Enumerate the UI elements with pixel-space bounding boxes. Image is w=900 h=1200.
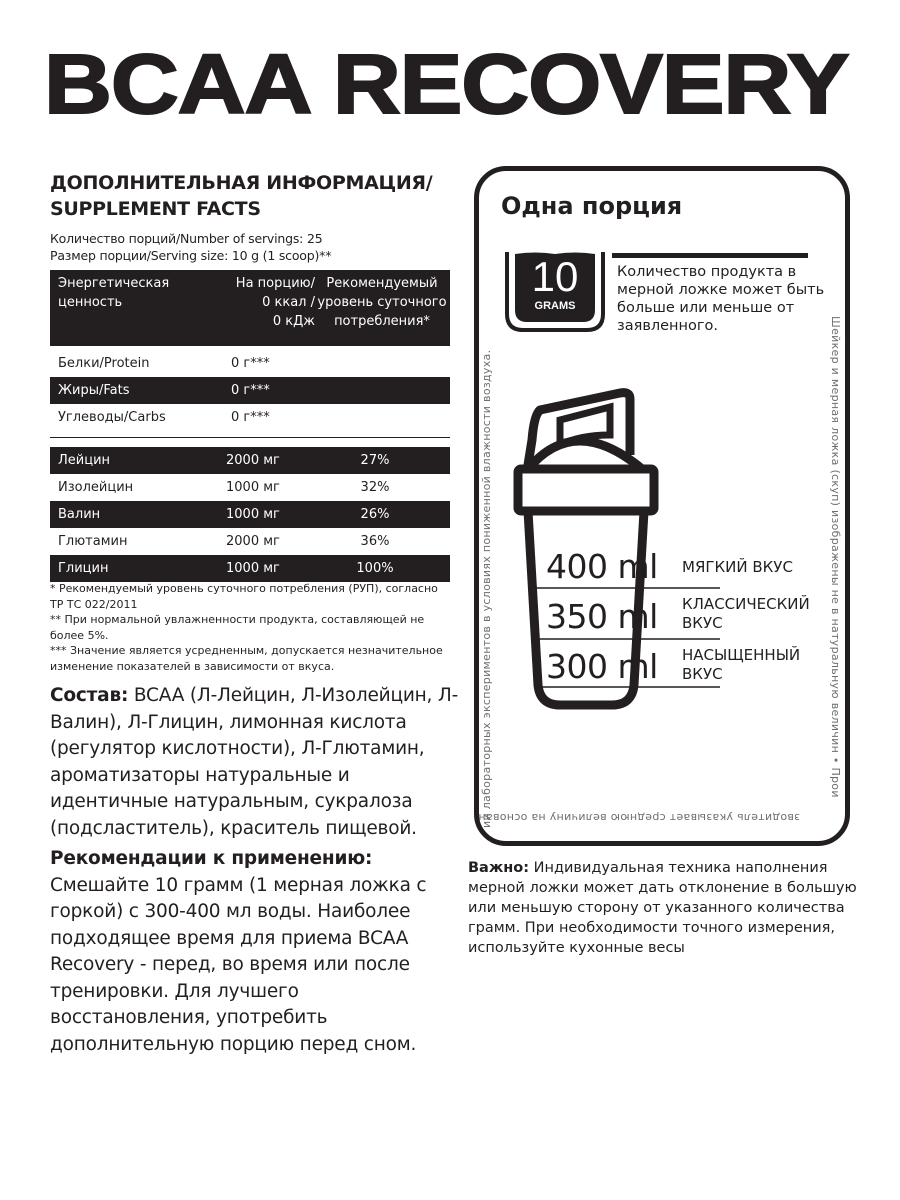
usage-label: Рекомендации к применению: (50, 848, 373, 869)
composition (50, 683, 460, 842)
level-400: 400 ml (546, 547, 658, 586)
scoop-unit: GRAMS (534, 300, 576, 312)
serving-size: Размер порции/Serving size: 10 g (1 scoop)** (50, 248, 332, 263)
important-text: Индивидуальная техника наполнения мерной ложки может дать отклонение в большую или меньшую сторону от указанного количества грамм. При необходимости точного измерения, используйте кухонные весы (468, 860, 857, 956)
footnote-3: *** Значение является усредненным, допускается незначительное изменение показателей в зависимости от вкуса. (50, 644, 443, 673)
supplement-facts-heading (50, 170, 432, 222)
composition-text: BCAA (Л-Лейцин, Л-Изолейцин, Л-Валин), Л-Глицин, лимонная кислота (регулятор кислотности), Л-Глютамин, ароматизаторы натуральные и идентичные натуральным, сукралоза (подсластитель), краситель пищевой. (50, 685, 459, 839)
disclaimer-right: Шейкер и мерная ложка (скуп) изображены не в натуральную величин • Прои (829, 316, 842, 798)
important-label: Важно: (468, 860, 530, 876)
product-title: BCAA RECOVERY (44, 37, 849, 131)
level-label-mild: МЯГКИЙ ВКУС (682, 558, 793, 576)
composition-label: Состав: (50, 685, 129, 706)
scoop-divider (612, 253, 808, 258)
nutrition-table (50, 270, 450, 582)
usage-text: Смешайте 10 грамм (1 мерная ложка с горкой) с 300-400 мл воды. Наиболее подходящее время для приема BCAA Recovery - перед, во время или после тренировки. Для лучшего восстановления, употребить дополнительную порцию перед сном. (50, 874, 427, 1055)
footnote-1: * Рекомендуемый уровень суточного потребления (РУП), согласно ТР ТС 022/2011 (50, 582, 438, 611)
table-row-isoleucine: Изолейцин 1000 мг 32% (58, 480, 390, 495)
heading-line-ru: ДОПОЛНИТЕЛЬНАЯ ИНФОРМАЦИЯ/ (50, 172, 433, 194)
heading-line-en: SUPPLEMENT FACTS (50, 198, 261, 220)
header-energy: Энергетическая ценность (58, 276, 170, 310)
disclaimer-bottom: зводитель указывает среднюю величину на основан (478, 811, 800, 824)
footnotes (50, 581, 450, 674)
table-row-carbs: Углеводы/Carbs 0 г*** (58, 410, 270, 425)
table-row-fats: Жиры/Fats 0 г*** (50, 377, 450, 404)
usage-recommendations (50, 846, 460, 1058)
scoop-amount: 10 (531, 253, 579, 300)
table-row-leucine: Лейцин 2000 мг 27% (50, 447, 450, 474)
level-label-classic: КЛАССИЧЕСКИЙ ВКУС (682, 595, 810, 632)
servings-count: Количество порций/Number of servings: 25 (50, 231, 323, 246)
table-header (50, 270, 450, 346)
header-per-serving: На порцию/ 0 ккал / 0 кДж (235, 276, 315, 329)
header-daily-intake: Рекомендуемый уровень суточного потребления* (317, 276, 447, 329)
footnote-2: ** При нормальной увлажненности продукта, составляющей не более 5%. (50, 613, 425, 642)
table-row-glycine: Глицин 1000 мг 100% (50, 555, 450, 582)
table-row-glutamine: Глютамин 2000 мг 36% (58, 534, 390, 549)
level-350: 350 ml (546, 597, 658, 636)
table-row-protein: Белки/Protein 0 г*** (58, 356, 270, 371)
level-300: 300 ml (546, 647, 658, 686)
level-label-rich: НАСЫЩЕННЫЙ ВКУС (682, 646, 801, 683)
table-row-valine: Валин 1000 мг 26% (50, 501, 450, 528)
disclaimer-left: ии лабораторных экспериментов в условиях пониженной влажности воздуха. (480, 349, 493, 828)
serving-info (50, 230, 331, 264)
scoop-note: Количество продукта в мерной ложке может быть больше или меньше от заявленного. (617, 264, 825, 334)
important-note (468, 858, 868, 958)
serving-panel-title: Одна порция (501, 192, 683, 220)
